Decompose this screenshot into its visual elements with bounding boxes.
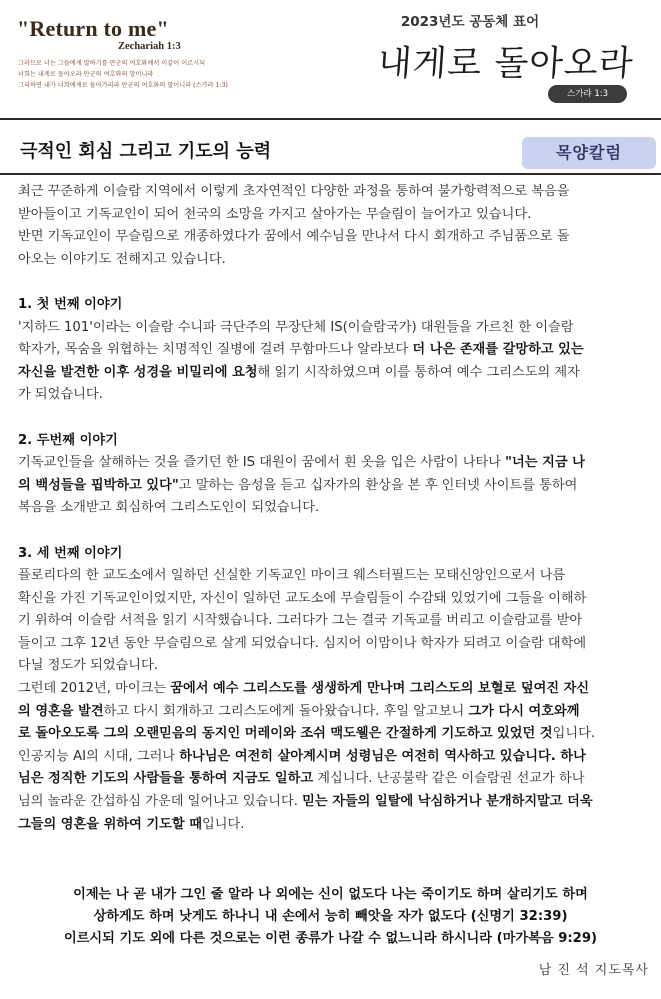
article-body <box>18 181 653 836</box>
story-line <box>18 317 653 340</box>
text-run: 가 되었습니다. <box>18 387 103 403</box>
intro-line: 반면 기독교인이 무슬림으로 개종하였다가 꿈에서 예수님을 만나서 다시 회개하고 주님품으로 돌 <box>18 229 570 245</box>
emphasis-run: 꿈에서 예수 그리스도를 생생하게 만나며 그리스도의 보혈로 덮여진 자신 <box>170 681 590 697</box>
story-line <box>18 475 653 498</box>
story-line <box>18 746 653 769</box>
scripture-line: 상하게도 하며 낫게도 하나니 내 손에서 능히 빼앗을 자가 없도다 (신명기 32:39) <box>93 909 568 924</box>
text-run: 입니다. <box>201 816 245 832</box>
header-verse-line: 그러므로 너는 그들에게 말하기를 만군의 여호와께서 이같이 이르시되 <box>18 60 206 67</box>
story-line <box>18 452 653 475</box>
story-line <box>18 339 653 362</box>
intro-line: 아오는 이야기도 전해지고 있습니다. <box>18 251 226 267</box>
paragraph-gap <box>18 407 653 430</box>
motto-calligraphy: 내게로 돌아오라 <box>376 44 635 84</box>
text-run: 복음을 소개받고 회심하여 그리스도인이 되었습니다. <box>18 500 320 516</box>
story-line <box>18 384 653 407</box>
column-category-badge: 목양칼럼 <box>522 137 656 169</box>
emphasis-run: 의 영혼을 발견 <box>18 703 104 719</box>
emphasis-run: 자신을 발견한 이후 성경을 비밀리에 요청 <box>18 364 258 380</box>
scripture-line: 이제는 나 곧 내가 그인 줄 알라 나 외에는 신이 없도다 나는 죽이기도 하며 살리기도 하며 <box>73 887 588 902</box>
title-divider <box>0 173 661 175</box>
emphasis-run: 의 백성들을 핍박하고 있다" <box>18 477 179 493</box>
story-line <box>18 610 653 633</box>
year-motto-heading: 2023년도 공동체 표어 <box>400 14 540 30</box>
motto-reference-badge: 스가랴 1:3 <box>548 85 627 103</box>
paragraph-gap <box>18 271 653 294</box>
story-line <box>18 565 653 588</box>
intro-line: 받아들이고 기독교인이 되어 천국의 소망을 가지고 살아가는 무슬림이 늘어가고 있습니다. <box>18 206 532 222</box>
story-line <box>18 655 653 678</box>
text-run: 계십니다. 난공불락 같은 이슬람권 선교가 하나 <box>313 771 585 787</box>
author-signature: 남 진 석 지도목사 <box>538 963 649 978</box>
return-to-me-title: "Return to me" <box>17 16 169 41</box>
section-heading-2: 2. 두번째 이야기 <box>18 432 118 448</box>
story-line <box>18 791 653 814</box>
text-run: 하고 다시 회개하고 그리스도에게 돌아왔습니다. 후일 알고보니 <box>103 703 469 719</box>
emphasis-run: "너는 지금 나 <box>505 455 585 471</box>
header-verse-block <box>18 58 318 91</box>
header-divider <box>0 118 661 120</box>
section-heading-1: 1. 첫 번째 이야기 <box>18 296 123 312</box>
text-run: 기 위하여 이슬람 서적을 읽기 시작했습니다. 그러다가 그는 결국 기독교를 버리고 이슬람교를 받아 <box>18 613 583 629</box>
story-line <box>18 633 653 656</box>
text-run: 해 읽기 시작하였으며 이를 통하여 예수 그리스도의 제자 <box>257 364 580 380</box>
text-run: 기독교인들을 살해하는 것을 즐기던 한 IS 대원이 꿈에서 흰 옷을 입은 사람이 나타나 <box>18 455 506 471</box>
story-line <box>18 678 653 701</box>
scripture-line: 이르시되 기도 외에 다른 것으로는 이런 종류가 나갈 수 없느니라 하시니라 (마가복음 9:29) <box>63 931 598 946</box>
text-run: 플로리다의 한 교도소에서 일하던 신실한 기독교인 마이크 웨스터필드는 모태신앙인으로서 나름 <box>18 568 566 584</box>
text-run: 학자가, 목숨을 위협하는 치명적인 질병에 걸려 무함마드나 알라보다 <box>18 342 413 358</box>
emphasis-run: 하나님은 여전히 살아계시며 성령님은 여전히 역사하고 있습니다. 하나 <box>179 748 586 764</box>
text-run: 들이고 그후 12년 동안 무슬림으로 살게 되었습니다. 심지어 이맘이나 학자가 되려고 이슬람 대학에 <box>18 635 587 651</box>
intro-line: 최근 꾸준하게 이슬람 지역에서 이렇게 초자연적인 다양한 과정을 통하여 불가항력적으로 복음을 <box>18 184 570 199</box>
emphasis-run: 더 나은 존재를 갈망하고 있는 <box>412 342 584 358</box>
text-run: 님의 놀라운 간섭하심 가운데 일어나고 있습니다. <box>18 794 303 810</box>
header-verse-line: 너희는 내게로 돌아오라 만군의 여호와의 말이니라 <box>18 71 154 78</box>
text-run: '지하드 101'이라는 이슬람 수니파 극단주의 무장단체 IS(이슬람국가) 대원들을 가르친 한 이슬람 <box>18 319 574 335</box>
header <box>0 0 661 118</box>
text-run: 다닐 정도가 되었습니다. <box>18 658 158 674</box>
story-line <box>18 701 653 724</box>
emphasis-run: 로 돌아오도록 그의 오랜믿음의 동지인 머레이와 조쉬 맥도웰은 간절하게 기도하고 있었던 것 <box>18 726 553 742</box>
header-verse-line: 그리하면 내가 너희에게로 돌아가리라 만군의 여호와의 말이니라 (스가랴 1:3) <box>18 82 228 89</box>
zechariah-reference: Zechariah 1:3 <box>118 41 181 52</box>
emphasis-run: 님은 정직한 기도의 사람들을 통하여 지금도 일하고 <box>18 771 314 787</box>
scripture-footer <box>0 884 661 950</box>
emphasis-run: 믿는 자들의 일탈에 낙심하거나 분개하지말고 더욱 <box>302 794 593 810</box>
story-line <box>18 814 653 837</box>
text-run: 고 말하는 음성을 듣고 십자가의 환상을 본 후 인터넷 사이트를 통하여 <box>178 477 578 493</box>
paragraph-gap <box>18 520 653 543</box>
column-title: 극적인 회심 그리고 기도의 능력 <box>20 141 272 162</box>
story-line <box>18 497 653 520</box>
text-run: 확신을 가진 기독교인이었지만, 자신이 일하던 교도소에 무슬림들이 수감돼 있었기에 그들을 이해하 <box>18 590 587 606</box>
story-line <box>18 362 653 385</box>
story-line <box>18 588 653 611</box>
text-run: 그런데 2012년, 마이크는 <box>18 681 171 697</box>
section-heading-3: 3. 세 번째 이야기 <box>18 545 123 561</box>
story-line <box>18 723 653 746</box>
text-run: 입니다. <box>552 726 596 742</box>
emphasis-run: 그가 다시 여호와께 <box>468 703 580 719</box>
text-run: 인공지능 AI의 시대, 그러나 <box>18 748 180 764</box>
story-line <box>18 768 653 791</box>
emphasis-run: 그들의 영혼을 위하여 기도할 때 <box>18 816 202 832</box>
